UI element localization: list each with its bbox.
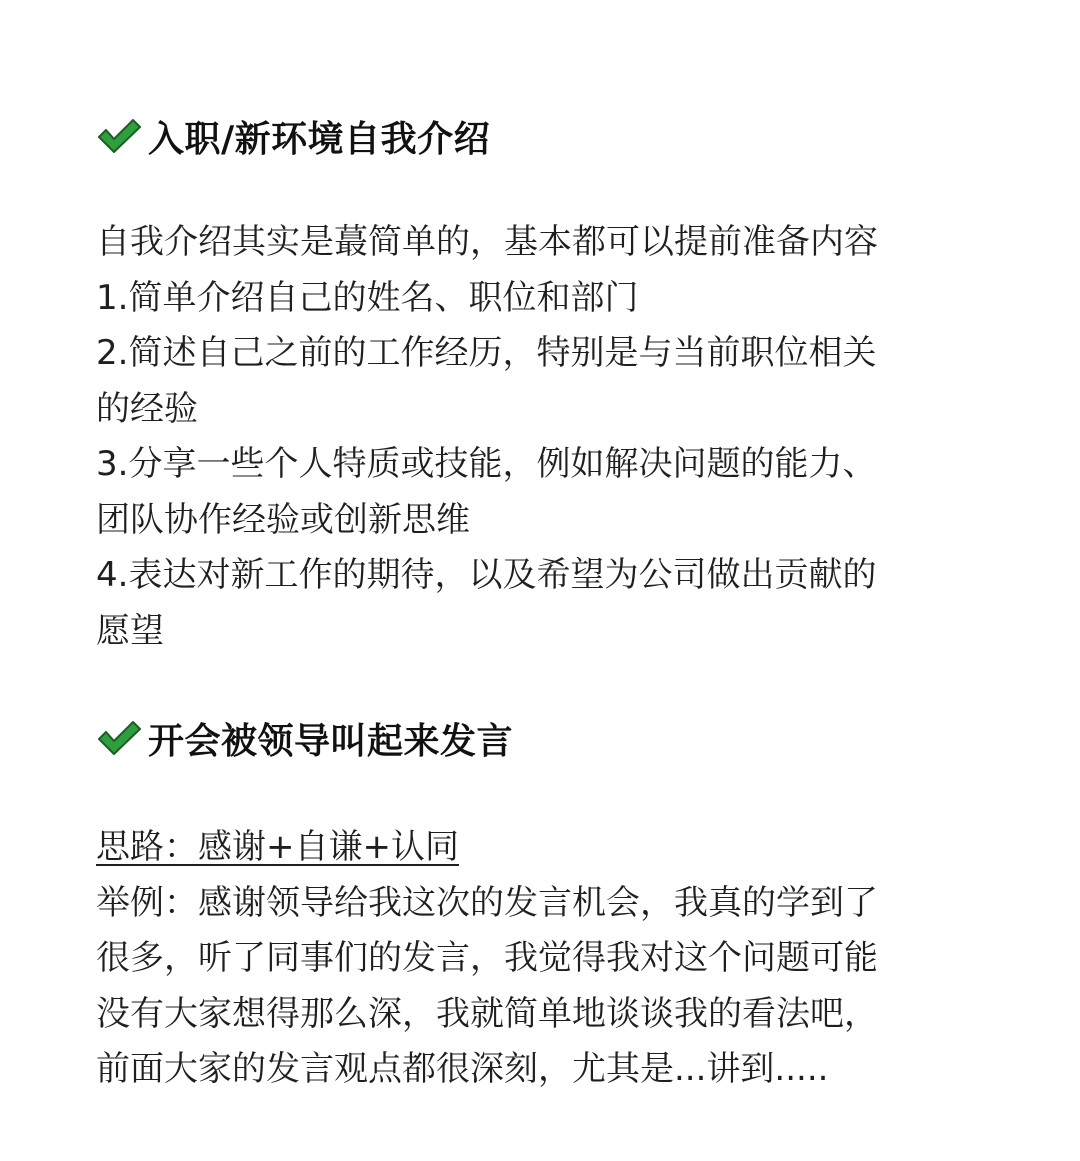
text-line: 没有大家想得那么深，我就简单地谈谈我的看法吧， [96,993,878,1034]
text-line: 3.分享一些个人特质或技能，例如解决问题的能力、 [96,444,877,484]
text-line: 2.简述自己之前的工作经历，特别是与当前职位相关 [96,333,877,373]
text-line: 团队协作经验或创新思维 [96,499,470,540]
text-line: 很多，听了同事们的发言，我觉得我对这个问题可能 [96,938,878,978]
text-line: 的经验 [96,388,198,429]
text-line: 自我介绍其实是蕞简单的，基本都可以提前准备内容 [96,222,878,262]
section-heading-meeting-speech [96,708,513,768]
checkmark-icon [96,718,142,758]
idea-text: 思路：感谢+自谦+认同 [96,827,459,867]
section-title: 开会被领导叫起来发言 [148,720,514,762]
text-line: 1.简单介绍自己的姓名、职位和部门 [96,277,639,318]
text-line: 举例：感谢领导给我这次的发言机会，我真的学到了 [96,882,878,923]
section-title: 入职/新环境自我介绍 [148,118,491,160]
checkmark-icon [96,116,142,156]
section-body-meeting-speech [96,820,996,1098]
idea-line [96,820,996,876]
text-line: 4.表达对新工作的期待，以及希望为公司做出贡献的 [96,555,877,595]
text-line: 前面大家的发言观点都很深刻，尤其是...讲到..... [96,1049,829,1089]
text-line: 愿望 [96,610,164,651]
section-heading-self-intro [96,106,490,166]
section-body-self-intro [96,215,996,659]
